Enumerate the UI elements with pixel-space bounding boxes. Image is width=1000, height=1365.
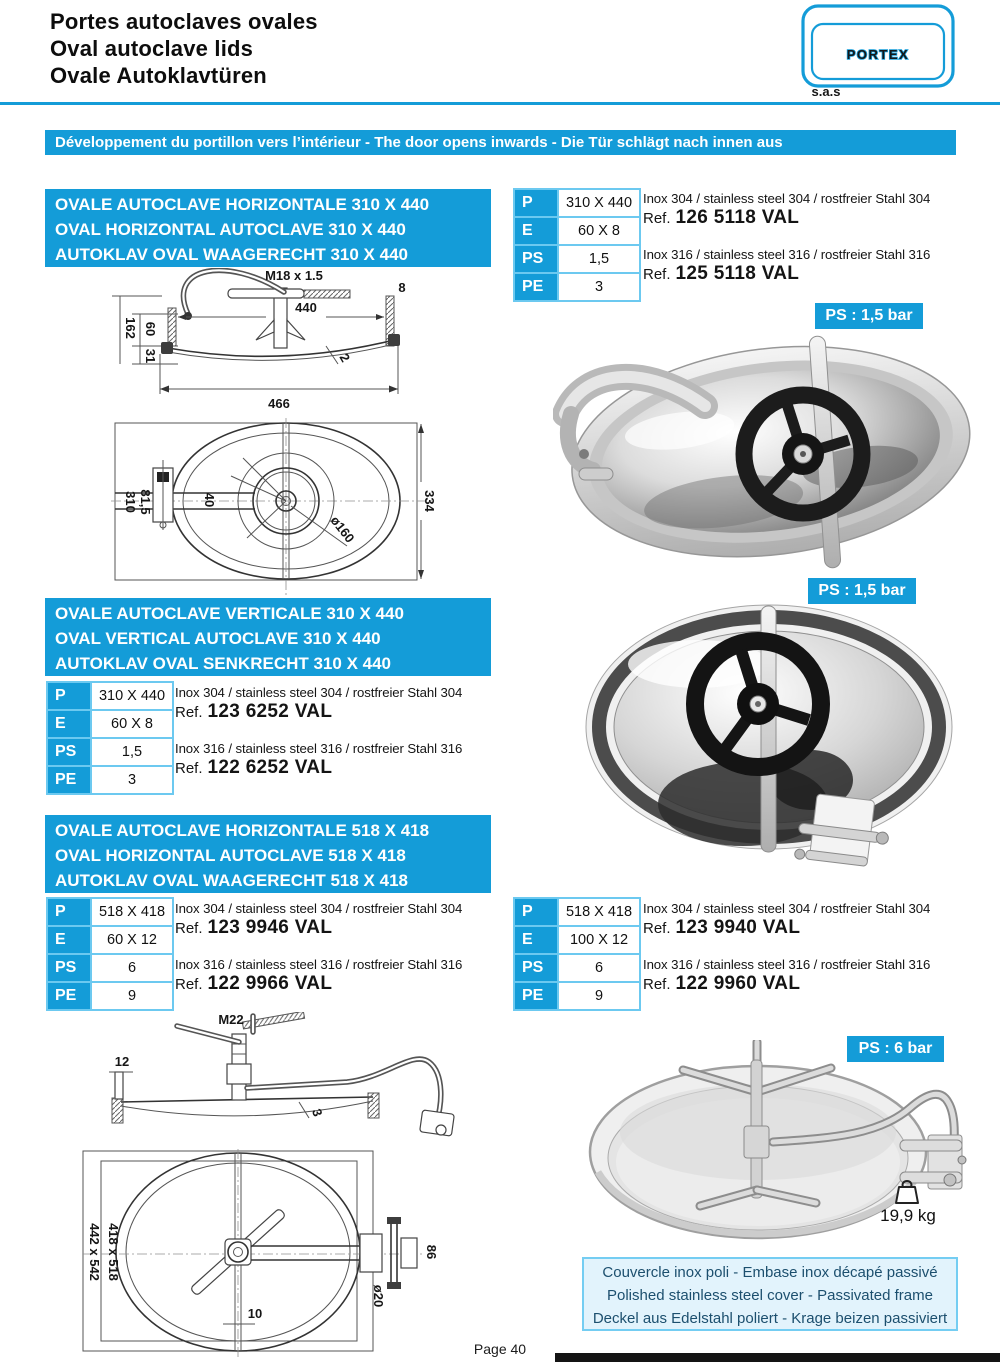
- ref-number-316: 122 9960 VAL: [675, 973, 801, 994]
- spec-value-p: 518 X 418: [92, 899, 172, 925]
- section2-title-de: AUTOKLAV OVAL SENKRECHT 310 X 440: [55, 654, 391, 673]
- dim-442x542: 442 x 542: [87, 1223, 102, 1281]
- spec-value-p: 310 X 440: [559, 190, 639, 216]
- section1-header: [45, 189, 491, 267]
- spec-label-e: E: [515, 927, 557, 953]
- dim-thread: M22: [218, 1012, 244, 1027]
- spec-label-pe: PE: [48, 983, 90, 1009]
- spec-label-e: E: [48, 927, 90, 953]
- page-title-block: [50, 8, 318, 89]
- logo-text: PORTEX: [846, 47, 910, 62]
- spec-value-ps: 1,5: [92, 739, 172, 765]
- material-316: Inox 316 / stainless steel 316 / rostfreier Stahl 316: [175, 957, 463, 972]
- spec-label-pe: PE: [515, 983, 557, 1009]
- ref-label: Ref.: [175, 760, 203, 777]
- spec-label-p: P: [48, 899, 90, 925]
- technical-drawing-310x440-side: [98, 268, 450, 418]
- spec-label-p: P: [48, 683, 90, 709]
- dim-12: 12: [114, 1054, 130, 1069]
- spec-value-e: 60 X 8: [92, 711, 172, 737]
- dim-8: 8: [398, 280, 406, 295]
- material-316: Inox 316 / stainless steel 316 / rostfreier Stahl 316: [175, 741, 463, 756]
- spec-value-e: 100 X 12: [559, 927, 639, 953]
- dim-418x518: 418 x 518: [106, 1223, 121, 1281]
- technical-drawing-310x440-plan: [95, 416, 447, 598]
- header-rule: [0, 102, 1000, 105]
- info-line-en: Polished stainless steel cover - Passivated frame: [607, 1287, 933, 1304]
- info-line-fr: Couvercle inox poli - Embase inox décapé passivé: [602, 1264, 938, 1281]
- ref-label: Ref.: [643, 266, 671, 283]
- material-316: Inox 316 / stainless steel 316 / rostfreier Stahl 316: [643, 247, 931, 262]
- ref-label: Ref.: [175, 920, 203, 937]
- refs-section3-left: [175, 901, 520, 995]
- section3-title-fr: OVALE AUTOCLAVE HORIZONTALE 518 X 418: [55, 821, 430, 840]
- ref-number-316: 122 6252 VAL: [207, 757, 333, 778]
- material-304: Inox 304 / stainless steel 304 / rostfreier Stahl 304: [643, 901, 931, 916]
- spec-value-pe: 3: [559, 274, 639, 300]
- material-info-box: [582, 1257, 958, 1331]
- banner: Développement du portillon vers l’intérieur - The door opens inwards - Die Tür schlägt nach innen aus: [45, 130, 956, 155]
- ref-number-304: 126 5118 VAL: [675, 207, 800, 228]
- footer-bar: [555, 1353, 1000, 1362]
- spec-label-e: E: [515, 218, 557, 244]
- spec-label-p: P: [515, 899, 557, 925]
- dim-86: 86: [424, 1244, 439, 1260]
- refs-section3-right: [643, 901, 988, 995]
- spec-value-ps: 6: [559, 955, 639, 981]
- section3-header: [45, 815, 491, 893]
- spec-value-ps: 6: [92, 955, 172, 981]
- page-number: Page 40: [473, 1341, 527, 1357]
- spec-value-ps: 1,5: [559, 246, 639, 272]
- refs-section1: [643, 191, 988, 285]
- spec-value-pe: 9: [92, 983, 172, 1009]
- ref-number-316: 125 5118 VAL: [675, 263, 800, 284]
- spec-table-2: [46, 681, 174, 795]
- material-316: Inox 316 / stainless steel 316 / rostfreier Stahl 316: [643, 957, 931, 972]
- ref-number-316: 122 9966 VAL: [207, 973, 333, 994]
- spec-value-p: 518 X 418: [559, 899, 639, 925]
- ref-number-304: 123 9940 VAL: [675, 917, 801, 938]
- technical-drawing-518x418-plan: [75, 1148, 477, 1362]
- dim-10: 10: [247, 1306, 263, 1321]
- spec-value-e: 60 X 12: [92, 927, 172, 953]
- dim-310: 310: [123, 491, 138, 513]
- page-title-de: Ovale Autoklavtüren: [50, 63, 267, 88]
- material-304: Inox 304 / stainless steel 304 / rostfreier Stahl 304: [643, 191, 931, 206]
- spec-value-p: 310 X 440: [92, 683, 172, 709]
- spec-value-pe: 3: [92, 767, 172, 793]
- spec-label-p: P: [515, 190, 557, 216]
- section1-title-fr: OVALE AUTOCLAVE HORIZONTALE 310 X 440: [55, 195, 430, 214]
- pressure-badge-2: PS : 1,5 bar: [808, 578, 916, 604]
- ref-line-316: [175, 973, 520, 995]
- portex-logo: [798, 2, 958, 100]
- section2-header: [45, 598, 491, 676]
- spec-value-e: 60 X 8: [559, 218, 639, 244]
- weight-icon: [892, 1176, 922, 1206]
- ref-number-304: 123 6252 VAL: [207, 701, 333, 722]
- page-title-fr: Portes autoclaves ovales: [50, 9, 318, 34]
- ref-line-316: [643, 973, 988, 995]
- product-photo-horizontal-310x440: [553, 328, 980, 578]
- dim-162: 162: [123, 317, 138, 339]
- ref-line-304: [643, 917, 988, 939]
- weight-value: 19,9 kg: [880, 1206, 936, 1225]
- dim-81-5: 81,5: [138, 489, 153, 515]
- ref-line-316: [175, 757, 520, 779]
- dim-3: 3: [309, 1106, 326, 1119]
- technical-drawing-518x418-side: [85, 1012, 477, 1158]
- spec-label-pe: PE: [48, 767, 90, 793]
- dim-440: 440: [295, 300, 317, 315]
- section1-title-de: AUTOKLAV OVAL WAAGERECHT 310 X 440: [55, 245, 408, 264]
- ref-label: Ref.: [643, 920, 671, 937]
- dim-2: 2: [336, 350, 354, 365]
- material-304: Inox 304 / stainless steel 304 / rostfreier Stahl 304: [175, 901, 463, 916]
- section3-title-en: OVAL HORIZONTAL AUTOCLAVE 518 X 418: [55, 846, 406, 865]
- section1-title-en: OVAL HORIZONTAL AUTOCLAVE 310 X 440: [55, 220, 406, 239]
- spec-table-1: [513, 188, 641, 302]
- spec-label-ps: PS: [515, 955, 557, 981]
- ref-label: Ref.: [643, 210, 671, 227]
- dim-thread: M18 x 1.5: [265, 268, 323, 283]
- ref-line-304: [175, 701, 520, 723]
- dim-dia20: ø20: [371, 1284, 386, 1308]
- spec-label-pe: PE: [515, 274, 557, 300]
- pressure-badge-1: PS : 1,5 bar: [815, 303, 923, 329]
- dim-dia160: ø160: [327, 512, 358, 546]
- ref-line-316: [643, 263, 988, 285]
- spec-label-ps: PS: [48, 955, 90, 981]
- ref-label: Ref.: [175, 704, 203, 721]
- ref-line-304: [643, 207, 988, 229]
- spec-table-3-left: [46, 897, 174, 1011]
- dim-466: 466: [268, 396, 290, 411]
- spec-label-ps: PS: [515, 246, 557, 272]
- dim-31: 31: [143, 348, 158, 364]
- dim-40: 40: [202, 492, 217, 508]
- refs-section2: [175, 685, 520, 779]
- logo-subtext: s.a.s: [811, 84, 841, 99]
- pressure-badge-3: PS : 6 bar: [847, 1036, 944, 1062]
- ref-number-304: 123 9946 VAL: [207, 917, 333, 938]
- section3-title-de: AUTOKLAV OVAL WAAGERECHT 518 X 418: [55, 871, 408, 890]
- section2-title-en: OVAL VERTICAL AUTOCLAVE 310 X 440: [55, 629, 381, 648]
- ref-label: Ref.: [643, 976, 671, 993]
- dim-334: 334: [422, 490, 437, 512]
- spec-label-e: E: [48, 711, 90, 737]
- ref-line-304: [175, 917, 520, 939]
- spec-label-ps: PS: [48, 739, 90, 765]
- material-304: Inox 304 / stainless steel 304 / rostfreier Stahl 304: [175, 685, 463, 700]
- info-line-de: Deckel aus Edelstahl poliert - Krage beizen passiviert: [592, 1310, 948, 1327]
- spec-table-3-right: [513, 897, 641, 1011]
- ref-label: Ref.: [175, 976, 203, 993]
- page-title-en: Oval autoclave lids: [50, 36, 254, 61]
- product-photo-vertical-310x440: [573, 592, 965, 879]
- spec-value-pe: 9: [559, 983, 639, 1009]
- section2-title-fr: OVALE AUTOCLAVE VERTICALE 310 X 440: [55, 604, 404, 623]
- dim-60: 60: [143, 321, 158, 337]
